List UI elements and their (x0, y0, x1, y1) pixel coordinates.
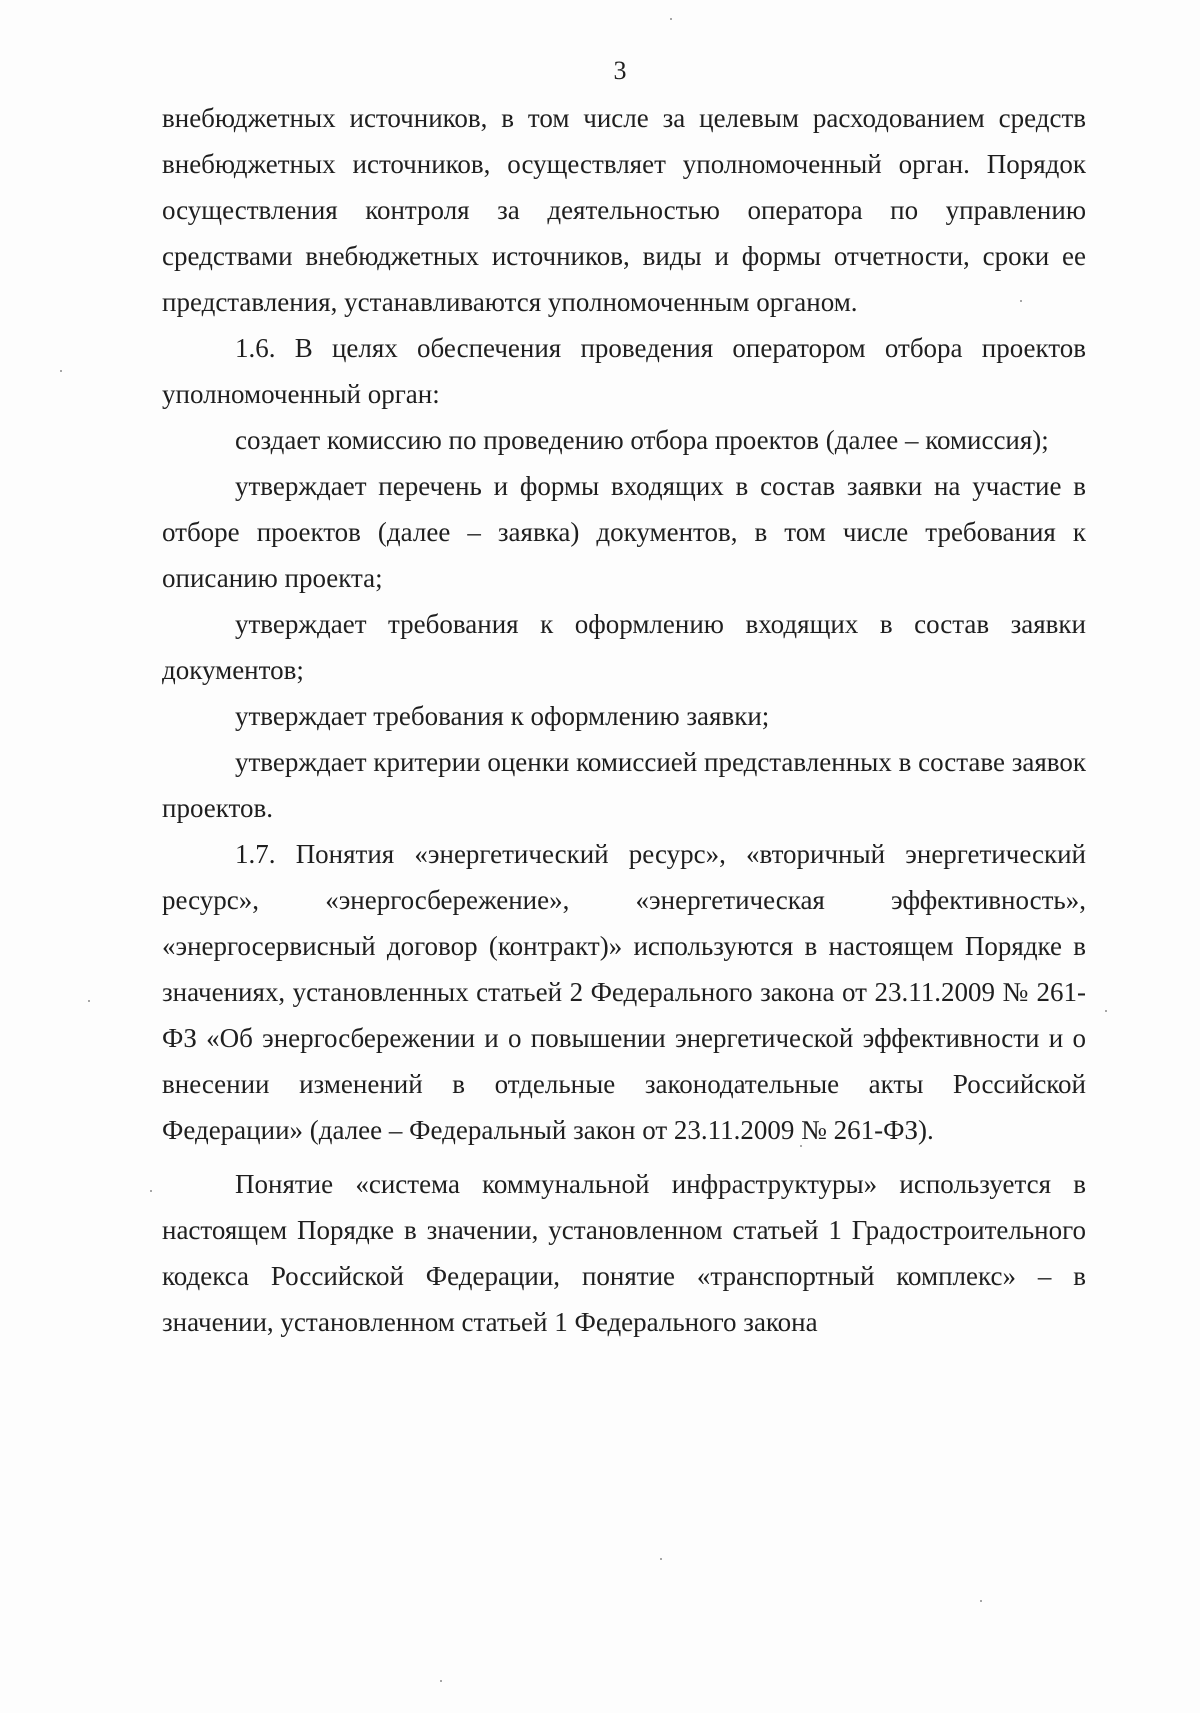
paragraph-infrastructure: Понятие «система коммунальной инфраструктуры» используется в настоящем Порядке в значении, установленном статьей 1 Градостроительного кодекса Российской Федерации, понятие «транспортный комплекс» – в значении, установленном статьей 1 Федерального закона (162, 1169, 1086, 1337)
scan-speck (1020, 300, 1022, 302)
document-body (162, 95, 1086, 1345)
scan-speck (1105, 1010, 1107, 1012)
list-item-application-requirements: утверждает требования к оформлению заявки; (235, 701, 770, 731)
scan-speck (88, 1000, 90, 1002)
paragraph-1-6: 1.6. В целях обеспечения проведения оператором отбора проектов уполномоченный орган: (162, 333, 1086, 409)
list-item-forms: утверждает перечень и формы входящих в состав заявки на участие в отборе проектов (далее – заявка) документов, в том числе требования к описанию проекта; (162, 471, 1086, 593)
list-item-criteria: утверждает критерии оценки комиссией представленных в составе заявок проектов. (162, 747, 1086, 823)
scan-speck (60, 370, 62, 372)
list-item-commission: создает комиссию по проведению отбора проектов (далее – комиссия); (235, 425, 1049, 455)
scan-speck (670, 18, 672, 20)
list-item-doc-requirements: утверждает требования к оформлению входящих в состав заявки документов; (162, 609, 1086, 685)
scan-speck (800, 1145, 802, 1147)
scan-speck (980, 1600, 982, 1602)
page-number: 3 (613, 56, 627, 85)
paragraph-1-7: 1.7. Понятия «энергетический ресурс», «вторичный энергетический ресурс», «энергосбережение», «энергетическая эффективность», «энергосервисный договор (контракт)» используются в настоящем Порядке в значениях, установленных статьей 2 Федерального закона от 23.11.2009 № 261-ФЗ «Об энергосбережении и о повышении энергетической эффективности и о внесении изменений в отдельные законодательные акты Российской Федерации» (далее – Федеральный закон от 23.11.2009 № 261-ФЗ). (162, 839, 1086, 1145)
scan-speck (440, 1680, 442, 1682)
scan-speck (150, 1190, 152, 1192)
scan-speck (660, 1558, 662, 1560)
paragraph-continuation: внебюджетных источников, в том числе за целевым расходованием средств внебюджетных источников, осуществляет уполномоченный орган. Порядок осуществления контроля за деятельностью оператора по управлению средствами внебюджетных источников, виды и формы отчетности, сроки ее представления, устанавливаются уполномоченным органом. (162, 103, 1086, 317)
